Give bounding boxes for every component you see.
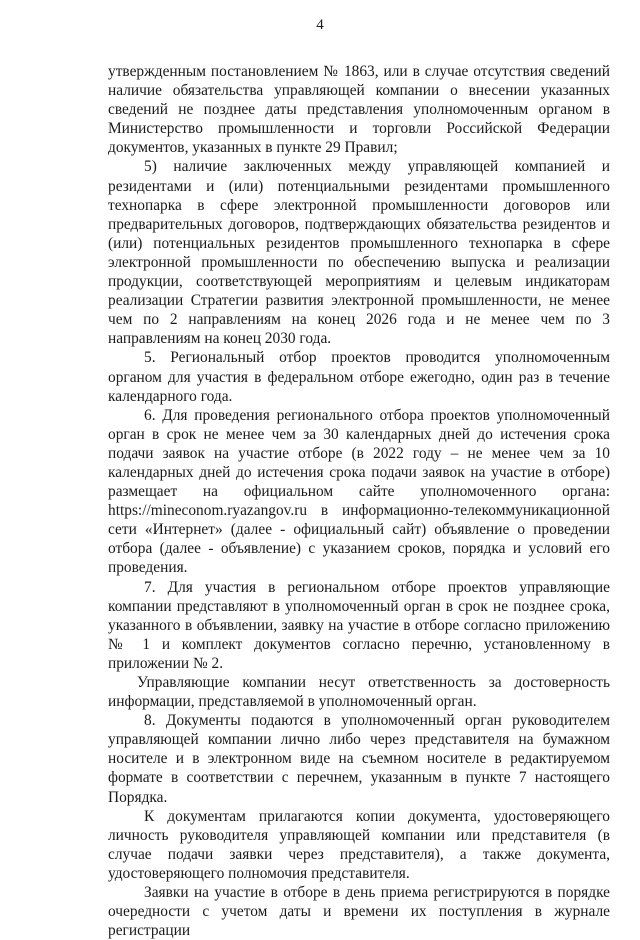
paragraph-attachments: К документам прилагаются копии документа, удостоверяющего личность руководителя управляющей компании или представителя (в случае подачи заявки через представителя), а также документа, удостоверяющего полномочия представителя. — [108, 807, 610, 882]
paragraph-continuation: утвержденным постановлением № 1863, или в случае отсутствия сведений наличие обязательства управляющей компании о внесении указанных сведений не позднее даты представления уполномоченным органом в Министерство промышленности и торговли Российской Федерации документов, указанных в пункте 29 Правил; — [108, 63, 610, 157]
paragraph-section-7: 7. Для участия в региональном отборе проектов управляющие компании представляют в уполномоченный орган в срок не позднее срока, указанного в объявлении, заявку на участие в отборе согласно приложению № 1 и комплект документов согласно перечню, установленному в приложении № 2. — [108, 578, 610, 672]
paragraph-item-5-subitem: 5) наличие заключенных между управляющей компанией и резидентами и (или) потенциальными резидентами промышленного технопарка в сфере электронной промышленности договоров или предварительных договоров, подтверждающих обязательства резидентов и (или) потенциальных резидентов промышленного технопарка в сфере электронной промышленности по обеспечению выпуска и реализации продукции, соответствующей мероприятиям и целевым индикаторам реализации Стратегии развития электронной промышленности, не менее чем по 2 направлениям на конец 2026 года и не менее чем по 3 направлениям на конец 2030 года. — [108, 158, 610, 348]
paragraph-registration: Заявки на участие в отборе в день приема регистрируются в порядке очередности с учетом даты и времени их поступления в журнале регистрации — [108, 884, 610, 940]
document-body — [108, 62, 610, 940]
paragraph-section-8: 8. Документы подаются в уполномоченный орган руководителем управляющей компании лично либо через представителя на бумажном носителе и в электронном виде на съемном носителе в редактируемом формате в соответствии с перечнем, указанным в пункте 7 настоящего Порядка. — [108, 712, 610, 806]
paragraph-responsibility: Управляющие компании несут ответственность за достоверность информации, представляемой в уполномоченный орган. — [108, 674, 610, 711]
page-number: 4 — [316, 17, 324, 33]
paragraph-section-6: 6. Для проведения регионального отбора проектов уполномоченный орган в срок не менее чем за 30 календарных дней до истечения срока подачи заявок на участие отборе (в 2022 году – не менее чем за 10 календарных дней до истечения срока подачи заявок на участие в отборе) размещает на официальном сайте уполномоченного органа: https://mineconom.ryazangov.ru в информационно-телекоммуникационной сети «Интернет» (далее - официальный сайт) объявление о проведении отбора (далее - объявление) с указанием сроков, порядка и условий его проведения. — [108, 406, 610, 577]
paragraph-section-5: 5. Региональный отбор проектов проводится уполномоченным органом для участия в федеральном отборе ежегодно, один раз в течение календарного года. — [108, 349, 610, 405]
